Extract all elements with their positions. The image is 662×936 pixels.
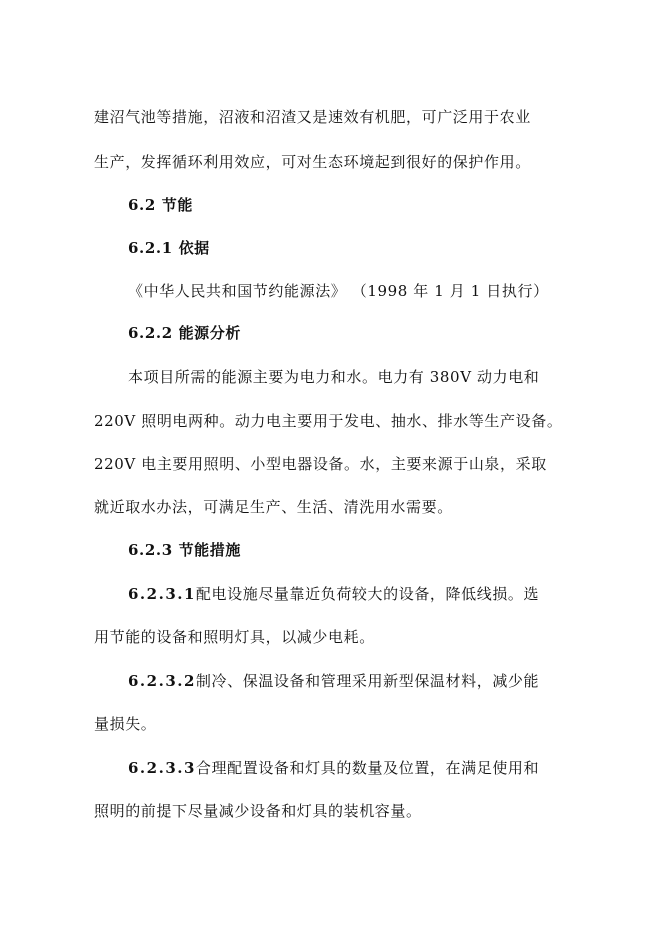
clause-line xyxy=(128,671,539,691)
subsection-heading: 6.2.3 节能措施 xyxy=(128,541,241,559)
clause-line xyxy=(128,584,539,604)
clause-text: 制冷、保温设备和管理采用新型保温材料，减少能 xyxy=(195,672,540,690)
clause-text: 配电设施尽量靠近负荷较大的设备，降低线损。选 xyxy=(195,585,540,603)
paragraph-line: 220V 电主要用照明、小型电器设备。水，主要来源于山泉，采取 xyxy=(94,455,547,473)
paragraph-line: 用节能的设备和照明灯具，以减少电耗。 xyxy=(94,628,375,646)
paragraph-line: 量损失。 xyxy=(94,715,157,733)
paragraph-line: 220V 照明电两种。动力电主要用于发电、抽水、排水等生产设备。 xyxy=(94,412,563,430)
section-heading: 6.2 节能 xyxy=(128,196,193,214)
paragraph-line: 本项目所需的能源主要为电力和水。电力有 380V 动力电和 xyxy=(128,368,540,386)
clause-number: 6.2.3.2 xyxy=(128,672,196,690)
clause-number: 6.2.3.3 xyxy=(128,759,196,777)
clause-text: 合理配置设备和灯具的数量及位置，在满足使用和 xyxy=(195,759,540,777)
clause-line xyxy=(128,758,539,778)
paragraph-line: 照明的前提下尽量减少设备和灯具的装机容量。 xyxy=(94,802,422,820)
paragraph-line: 建沼气池等措施，沼液和沼渣又是速效有机肥，可广泛用于农业 xyxy=(94,108,531,126)
clause-number: 6.2.3.1 xyxy=(128,585,196,603)
paragraph-line: 《中华人民共和国节约能源法》 （1998 年 1 月 1 日执行） xyxy=(128,282,549,300)
subsection-heading: 6.2.2 能源分析 xyxy=(128,324,241,342)
paragraph-line: 就近取水办法，可满足生产、生活、清洗用水需要。 xyxy=(94,498,453,516)
paragraph-line: 生产，发挥循环利用效应，可对生态环境起到很好的保护作用。 xyxy=(94,153,531,171)
subsection-heading: 6.2.1 依据 xyxy=(128,239,210,257)
